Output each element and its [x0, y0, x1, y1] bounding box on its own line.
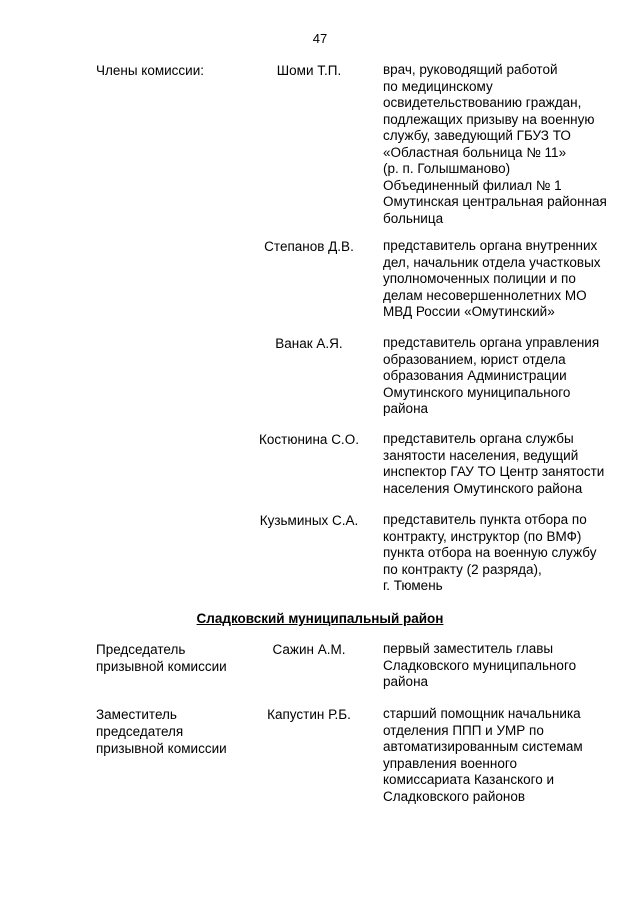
member-role-line: Члены комиссии: — [96, 63, 205, 78]
description-line: занятости населения, ведущий — [383, 447, 579, 463]
description-line: образования Администрации — [383, 368, 567, 383]
description-line: службу, заведующий ГБУЗ ТО — [383, 128, 571, 143]
description-line: пункта отбора на военную службу — [383, 545, 597, 560]
description-line: образованием, юрист отдела — [383, 351, 566, 367]
member-role — [96, 706, 246, 757]
member-role-line: призывной комиссии — [96, 659, 227, 674]
description-line: управления военного — [383, 755, 517, 771]
member-name: Кузьминых С.А. — [259, 513, 359, 528]
member-name: Ванак А.Я. — [275, 336, 343, 351]
member-role-line: председателя — [96, 724, 184, 739]
description-line: контракту, инструктор (по ВМФ) — [383, 528, 582, 544]
description-line: больница — [383, 210, 444, 226]
member-name: Костюнина С.О. — [259, 432, 359, 447]
description-line: по медицинскому — [383, 78, 493, 94]
member-name: Сажин А.М. — [272, 642, 346, 657]
member-role-line: Заместитель — [96, 707, 177, 722]
description-line: населения Омутинского района — [383, 480, 583, 496]
description-line: Сладковского районов — [383, 788, 526, 804]
description-line: делам несовершеннолетних МО — [383, 287, 587, 303]
description-line: г. Тюмень — [383, 578, 443, 593]
description-line: (р. п. Голышманово) — [383, 161, 511, 176]
member-description — [383, 641, 633, 691]
description-line: врач, руководящий работой — [383, 62, 558, 77]
member-name: Капустин Р.Б. — [267, 707, 351, 722]
description-line: комиссариата Казанского и — [383, 772, 555, 787]
description-line: дел, начальник отдела участковых — [383, 254, 601, 270]
description-line: Омутинская центральная районная — [383, 194, 607, 209]
description-line: представитель органа управления — [383, 335, 600, 350]
page-number: 47 — [312, 31, 328, 46]
member-name: Степанов Д.В. — [264, 239, 354, 254]
description-line: освидетельствованию граждан, — [383, 95, 582, 110]
description-line: старший помощник начальника — [383, 706, 581, 721]
member-description — [383, 706, 633, 805]
description-line: представитель пункта отбора по — [383, 512, 587, 527]
description-line: Объединенный филиал № 1 — [383, 177, 562, 193]
description-line: автоматизированным системам — [383, 739, 583, 754]
member-role — [96, 62, 246, 79]
member-role-line: призывной комиссии — [96, 741, 227, 756]
description-line: подлежащих призыву на военную — [383, 111, 595, 127]
member-role-line: Председатель — [96, 642, 186, 657]
member-description — [383, 62, 633, 227]
member-description — [383, 335, 633, 418]
description-line: района — [383, 674, 429, 689]
description-line: первый заместитель главы — [383, 641, 554, 656]
description-line: представитель органа внутренних — [383, 238, 598, 253]
description-line: Омутинского муниципального — [383, 384, 571, 400]
description-line: Сладковского муниципального — [383, 657, 577, 673]
description-line: МВД России «Омутинский» — [383, 304, 555, 319]
description-line: отделения ППП и УМР по — [383, 722, 544, 738]
description-line: «Областная больница № 11» — [383, 144, 567, 160]
description-line: инспектор ГАУ ТО Центр занятости — [383, 464, 605, 479]
member-role — [96, 641, 246, 675]
member-description — [383, 512, 633, 595]
description-line: по контракту (2 разряда), — [383, 561, 542, 577]
description-line: уполномоченных полиции и по — [383, 271, 576, 286]
description-line: района — [383, 401, 429, 416]
member-description — [383, 238, 633, 321]
member-name: Шоми Т.П. — [276, 63, 342, 78]
section-heading: Сладковский муниципальный район — [196, 611, 444, 626]
member-description — [383, 431, 633, 497]
description-line: представитель органа службы — [383, 431, 574, 446]
